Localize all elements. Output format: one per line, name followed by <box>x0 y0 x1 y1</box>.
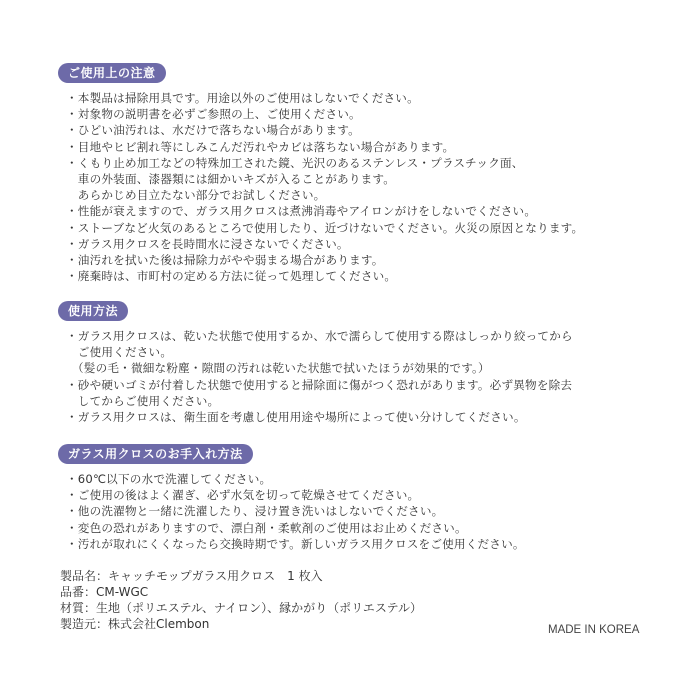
section-how-to-use <box>58 300 678 425</box>
list-item: してからご使用ください。 <box>66 393 220 408</box>
list-item: ・油汚れを拭いた後は掃除力がやや弱まる場合があります。 <box>66 253 384 268</box>
country-of-origin: MADE IN KOREA <box>548 624 640 636</box>
product-name: 製品名：キャッチモップガラス用クロス 1 枚入 <box>60 569 323 583</box>
product-maker: 製造元：株式会社Clembon <box>60 617 210 631</box>
list-item: ・汚れが取れにくくなったら交換時期です。新しいガラス用クロスをご使用ください。 <box>66 536 525 551</box>
list-item: ・ガラス用クロスは、乾いた状態で使用するか、水で濡らして使用する際はしっかり絞ってから <box>66 329 573 343</box>
precautions-list <box>66 90 678 284</box>
section-precautions <box>58 62 678 284</box>
list-item: ・60℃以下の水で洗濯してください。 <box>66 472 272 486</box>
section-care <box>58 443 678 552</box>
list-item: ・砂や硬いゴミが付着した状態で使用すると掃除面に傷がつく恐れがあります。必ず異物を除去 <box>66 377 573 392</box>
list-item: あらかじめ目立たない部分でお試しください。 <box>66 188 326 203</box>
section-title-badge: ご使用上の注意 <box>58 63 166 83</box>
how-to-use-list <box>66 328 678 425</box>
list-item: ご使用ください。 <box>66 345 173 360</box>
list-item: ・変色の恐れがありますので、漂白剤・柔軟剤のご使用はお止めください。 <box>66 520 467 535</box>
section-title-badge: 使用方法 <box>58 301 128 321</box>
list-item: ・目地やヒビ割れ等にしみこんだ汚れやカビは落ちない場合があります。 <box>66 139 455 154</box>
list-item: ・くもり止め加工などの特殊加工された鏡、光沢のあるステンレス・プラスチック面、 <box>66 155 524 170</box>
product-code: 品番：CM-WGC <box>60 585 149 599</box>
list-item: 車の外装面、漆器類には細かいキズが入ることがあります。 <box>66 172 396 187</box>
list-item: ・対象物の説明書を必ずご参照の上、ご使用ください。 <box>66 107 361 122</box>
care-list <box>66 471 678 552</box>
list-item: ・本製品は掃除用具です。用途以外のご使用はしないでください。 <box>66 91 419 105</box>
list-item: ・ガラス用クロスは、衛生面を考慮し使用用途や場所によって使い分けしてください。 <box>66 410 526 425</box>
section-title-badge: ガラス用クロスのお手入れ方法 <box>58 444 253 464</box>
list-item: （髪の毛・微細な粉塵・隙間の汚れは乾いた状態で拭いたほうが効果的です。） <box>66 361 490 376</box>
list-item: ・他の洗濯物と一緒に洗濯したり、浸け置き洗いはしないでください。 <box>66 504 444 519</box>
list-item: ・廃棄時は、市町村の定める方法に従って処理してください。 <box>66 269 397 284</box>
product-info <box>60 568 422 632</box>
product-material: 材質：生地（ポリエステル、ナイロン）、縁かがり（ポリエステル） <box>60 601 423 615</box>
list-item: ・性能が衰えますので、ガラス用クロスは煮沸消毒やアイロンがけをしないでください。 <box>66 204 537 219</box>
list-item: ・ご使用の後はよく濯ぎ、必ず水気を切って乾燥させてください。 <box>66 488 420 503</box>
list-item: ・ひどい油汚れは、水だけで落ちない場合があります。 <box>66 123 360 138</box>
list-item: ・ガラス用クロスを長時間水に浸さないでください。 <box>66 236 349 251</box>
list-item: ・ストーブなど火気のあるところで使用したり、近づけないでください。火災の原因となります。 <box>66 220 584 235</box>
